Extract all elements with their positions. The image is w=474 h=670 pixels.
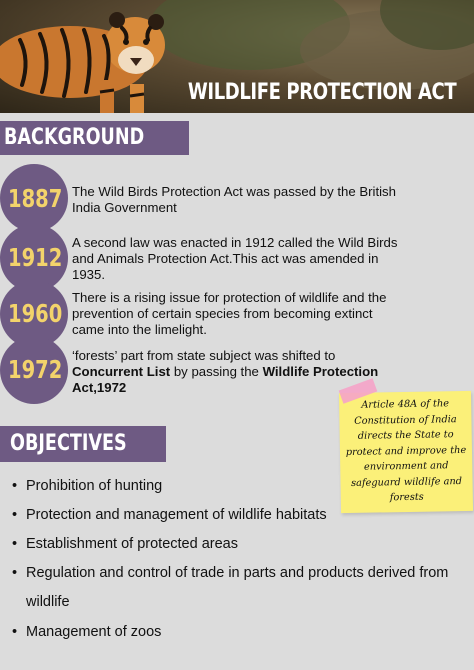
event-text: by passing the bbox=[170, 364, 263, 379]
background-heading bbox=[0, 121, 189, 155]
objective-item: • Protection and management of wildlife habitats bbox=[8, 501, 468, 529]
event-text: Concurrent List bbox=[72, 364, 171, 379]
event-1912 bbox=[72, 235, 402, 283]
event-text: ‘forests’ part from state subject was shifted to bbox=[72, 348, 336, 363]
background-heading-text: BACKGROUND bbox=[4, 125, 145, 150]
objective-item: • Regulation and control of trade in parts and products derived from wildlife bbox=[8, 559, 456, 617]
event-1887 bbox=[72, 184, 402, 216]
event-text: A second law was enacted in 1912 called the Wild Birds and Animals Protection Act.This act was amended in 1935. bbox=[72, 235, 398, 282]
event-1960 bbox=[72, 290, 402, 338]
header-banner bbox=[0, 0, 474, 113]
event-text: Wildlife Protection Act,1972 bbox=[72, 364, 379, 395]
tiger-image bbox=[0, 0, 180, 113]
year-1960: 1960 bbox=[8, 299, 63, 328]
objective-item: • Management of zoos bbox=[8, 618, 468, 646]
year-1972: 1972 bbox=[8, 355, 63, 384]
objective-item: • Prohibition of hunting bbox=[8, 472, 468, 500]
objectives-heading-text: OBJECTIVES bbox=[10, 431, 127, 456]
objectives-list bbox=[8, 472, 468, 646]
event-text: The Wild Birds Protection Act was passed by the British India Government bbox=[72, 184, 396, 215]
sticky-note-text: Article 48A of the Constitution of India directs the State to protect and improve the environment and safeguard wildlife and forests bbox=[345, 398, 467, 504]
page-title: WILDLIFE PROTECTION ACT bbox=[187, 80, 456, 105]
year-1887: 1887 bbox=[8, 184, 63, 213]
objective-item: • Establishment of protected areas bbox=[8, 530, 468, 558]
event-text: There is a rising issue for protection of wildlife and the prevention of certain species from becoming extinct came into the limelight. bbox=[72, 290, 387, 337]
year-1912: 1912 bbox=[8, 243, 63, 272]
objectives-heading bbox=[0, 426, 166, 462]
